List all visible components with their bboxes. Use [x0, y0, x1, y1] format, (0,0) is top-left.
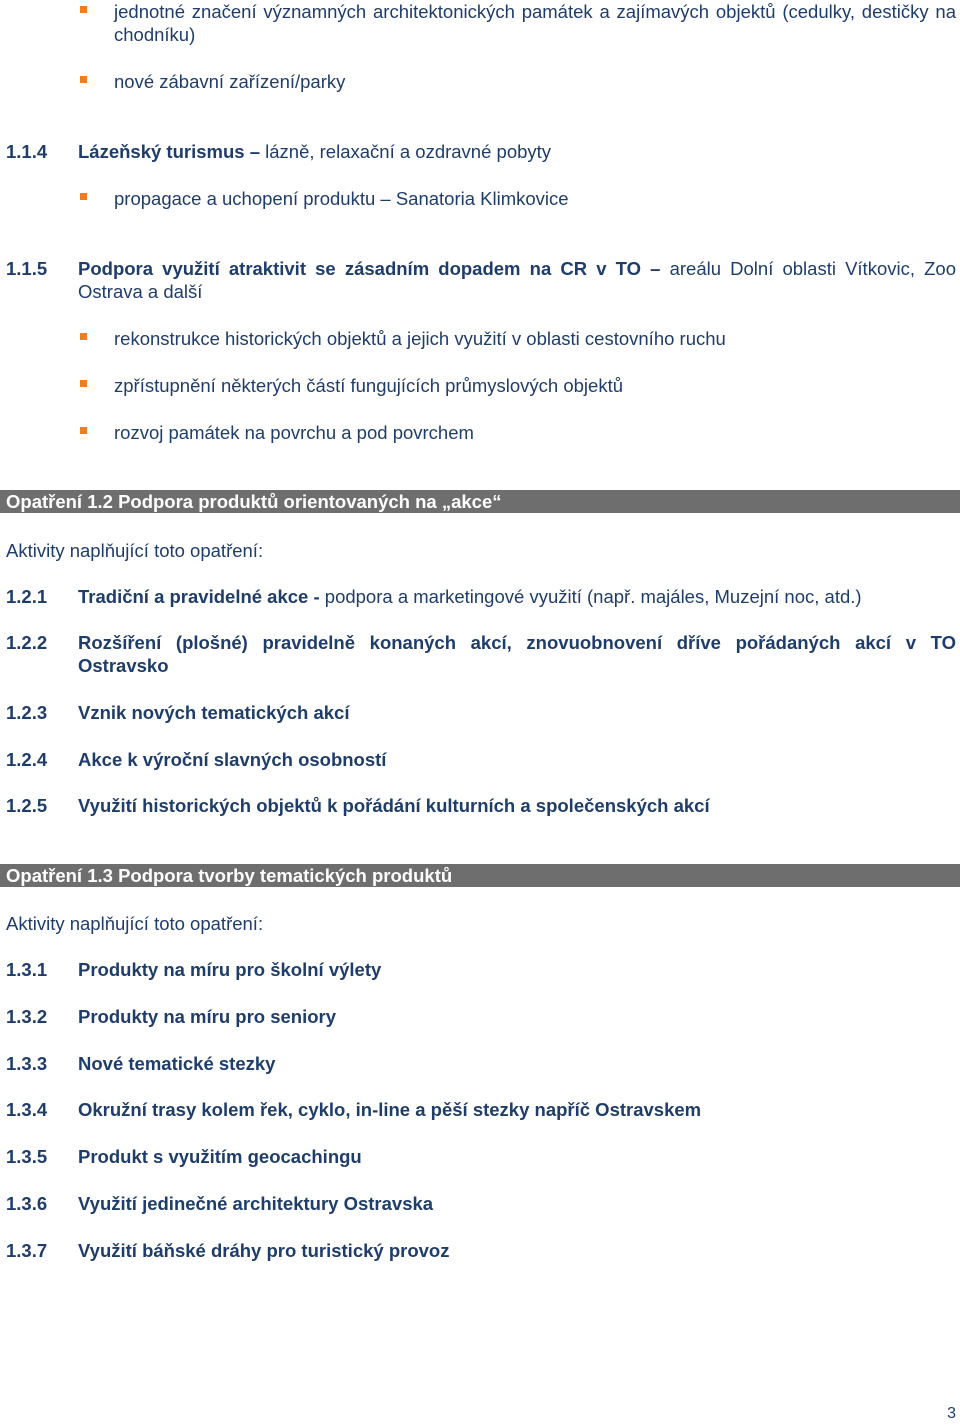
bullet-item	[0, 187, 960, 210]
item-text: Využití báňské dráhy pro turistický provoz	[78, 1240, 450, 1261]
bullet-item	[0, 327, 960, 350]
bullet-square-icon	[80, 6, 87, 13]
activities-label: Aktivity naplňující toto opatření:	[6, 540, 264, 561]
item-text: Okružní trasy kolem řek, cyklo, in-line a pěší stezky napříč Ostravskem	[78, 1099, 702, 1120]
item-text: Produkt s využitím geocachingu	[78, 1146, 362, 1167]
item-text: Rozšíření (plošné) pravidelně konaných akcí, znovuobnovení dříve pořádaných akcí v TO Ostravsko	[78, 632, 956, 676]
item-number: 1.1.4	[6, 141, 48, 162]
bullet-square-icon	[80, 427, 87, 434]
item-text: Produkty na míru pro seniory	[78, 1006, 337, 1027]
bullet-square-icon	[80, 333, 87, 340]
section-heading: Opatření 1.3 Podpora tvorby tematických produktů	[6, 865, 453, 886]
item-number: 1.3.6	[6, 1193, 48, 1214]
item-text: Vznik nových tematických akcí	[78, 702, 350, 723]
item-text: Tradiční a pravidelné akce - podpora a marketingové využití (např. majáles, Muzejní noc, atd.)	[78, 586, 862, 607]
bullet-text: rekonstrukce historických objektů a jejich využití v oblasti cestovního ruchu	[114, 328, 726, 349]
list-item	[0, 257, 960, 303]
list-item	[0, 794, 960, 817]
activities-label: Aktivity naplňující toto opatření:	[6, 913, 264, 934]
list-item	[0, 1098, 960, 1121]
list-item	[0, 1052, 960, 1075]
item-number: 1.3.7	[6, 1240, 48, 1261]
item-text: Akce k výroční slavných osobností	[78, 749, 387, 770]
section-heading-bar	[0, 864, 960, 887]
page-number: 3	[947, 1405, 956, 1422]
list-item	[0, 631, 960, 677]
bullet-item	[0, 70, 960, 93]
bullet-text: nové zábavní zařízení/parky	[114, 71, 346, 92]
item-number: 1.2.1	[6, 586, 48, 607]
item-text: Nové tematické stezky	[78, 1053, 276, 1074]
item-number: 1.1.5	[6, 258, 48, 279]
bullet-text: propagace a uchopení produktu – Sanatoria Klimkovice	[114, 188, 569, 209]
list-item	[0, 140, 960, 163]
item-text: Podpora využití atraktivit se zásadním dopadem na CR v TO – areálu Dolní oblasti Vítkovic, Zoo Ostrava a další	[78, 258, 956, 302]
list-item	[0, 1192, 960, 1215]
list-item	[0, 1239, 960, 1262]
bullet-square-icon	[80, 193, 87, 200]
item-text: Produkty na míru pro školní výlety	[78, 959, 382, 980]
bullet-item	[0, 421, 960, 444]
item-number: 1.2.4	[6, 749, 48, 770]
bullet-square-icon	[80, 76, 87, 83]
item-text: Lázeňský turismus – lázně, relaxační a ozdravné pobyty	[78, 141, 552, 162]
list-item	[0, 1145, 960, 1168]
item-number: 1.3.4	[6, 1099, 48, 1120]
bullet-text: rozvoj památek na povrchu a pod povrchem	[114, 422, 474, 443]
item-number: 1.2.3	[6, 702, 48, 723]
list-item	[0, 1005, 960, 1028]
item-number: 1.3.1	[6, 959, 48, 980]
item-number: 1.2.5	[6, 795, 48, 816]
bullet-item	[0, 374, 960, 397]
list-item	[0, 701, 960, 724]
section-heading-bar	[0, 490, 960, 513]
item-number: 1.3.3	[6, 1053, 48, 1074]
item-number: 1.3.5	[6, 1146, 48, 1167]
bullet-item	[0, 0, 960, 46]
bullet-text: zpřístupnění některých částí fungujících průmyslových objektů	[114, 375, 624, 396]
list-item	[0, 958, 960, 981]
list-item	[0, 585, 960, 608]
item-number: 1.3.2	[6, 1006, 48, 1027]
item-text: Využití historických objektů k pořádání kulturních a společenských akcí	[78, 795, 710, 816]
bullet-square-icon	[80, 380, 87, 387]
section-heading: Opatření 1.2 Podpora produktů orientovaných na „akce“	[6, 491, 502, 512]
bullet-text: jednotné značení významných architektonických památek a zajímavých objektů (cedulky, destičky na chodníku)	[114, 1, 956, 45]
item-number: 1.2.2	[6, 632, 48, 653]
item-text: Využití jedinečné architektury Ostravska	[78, 1193, 434, 1214]
list-item	[0, 748, 960, 771]
